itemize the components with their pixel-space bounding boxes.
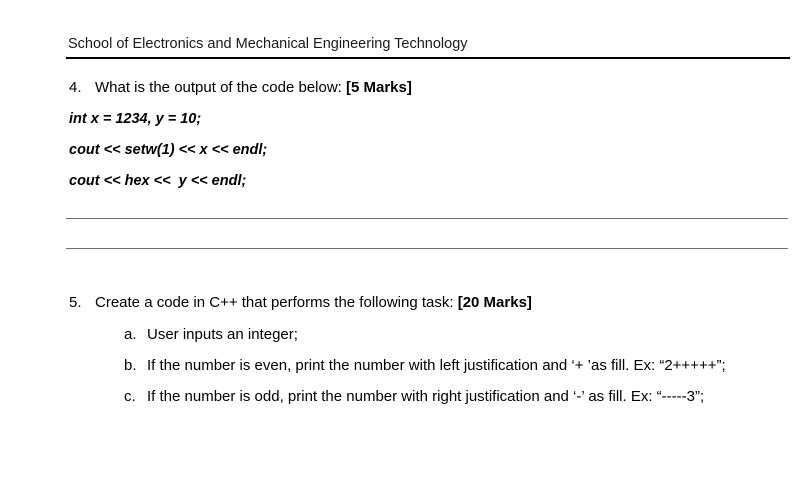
question-5-number: 5. — [69, 294, 82, 311]
item-text: If the number is odd, print the number with right justification and ‘-’ as fill. Ex: “-----3”; — [147, 388, 705, 405]
item-letter: b. — [124, 357, 137, 374]
header-divider — [66, 57, 790, 59]
code-line-1: int x = 1234, y = 10; — [69, 111, 202, 127]
question-5-prompt: Create a code in C++ that performs the following task: — [95, 294, 454, 311]
code-line-2: cout << setw(1) << x << endl; — [69, 142, 268, 158]
item-letter: c. — [124, 388, 136, 405]
question-5-item-a — [124, 326, 298, 344]
item-text: If the number is even, print the number with left justification and ‘+ ’as fill. Ex: “2+++++”; — [147, 357, 726, 374]
item-letter: a. — [124, 326, 137, 343]
question-4-prompt: What is the output of the code below: — [95, 79, 342, 96]
question-5-item-b — [124, 357, 726, 375]
code-line-3: cout << hex << y << endl; — [69, 173, 247, 189]
item-text: User inputs an integer; — [147, 326, 298, 343]
question-4-number: 4. — [69, 79, 82, 96]
question-4-marks: [5 Marks] — [346, 79, 412, 96]
answer-line-2 — [66, 248, 788, 249]
answer-line-1 — [66, 218, 788, 219]
question-4 — [69, 79, 412, 97]
question-5 — [69, 294, 532, 312]
question-5-marks: [20 Marks] — [457, 294, 532, 311]
document-header: School of Electronics and Mechanical Engineering Technology — [68, 36, 468, 52]
question-5-item-c — [124, 388, 704, 406]
